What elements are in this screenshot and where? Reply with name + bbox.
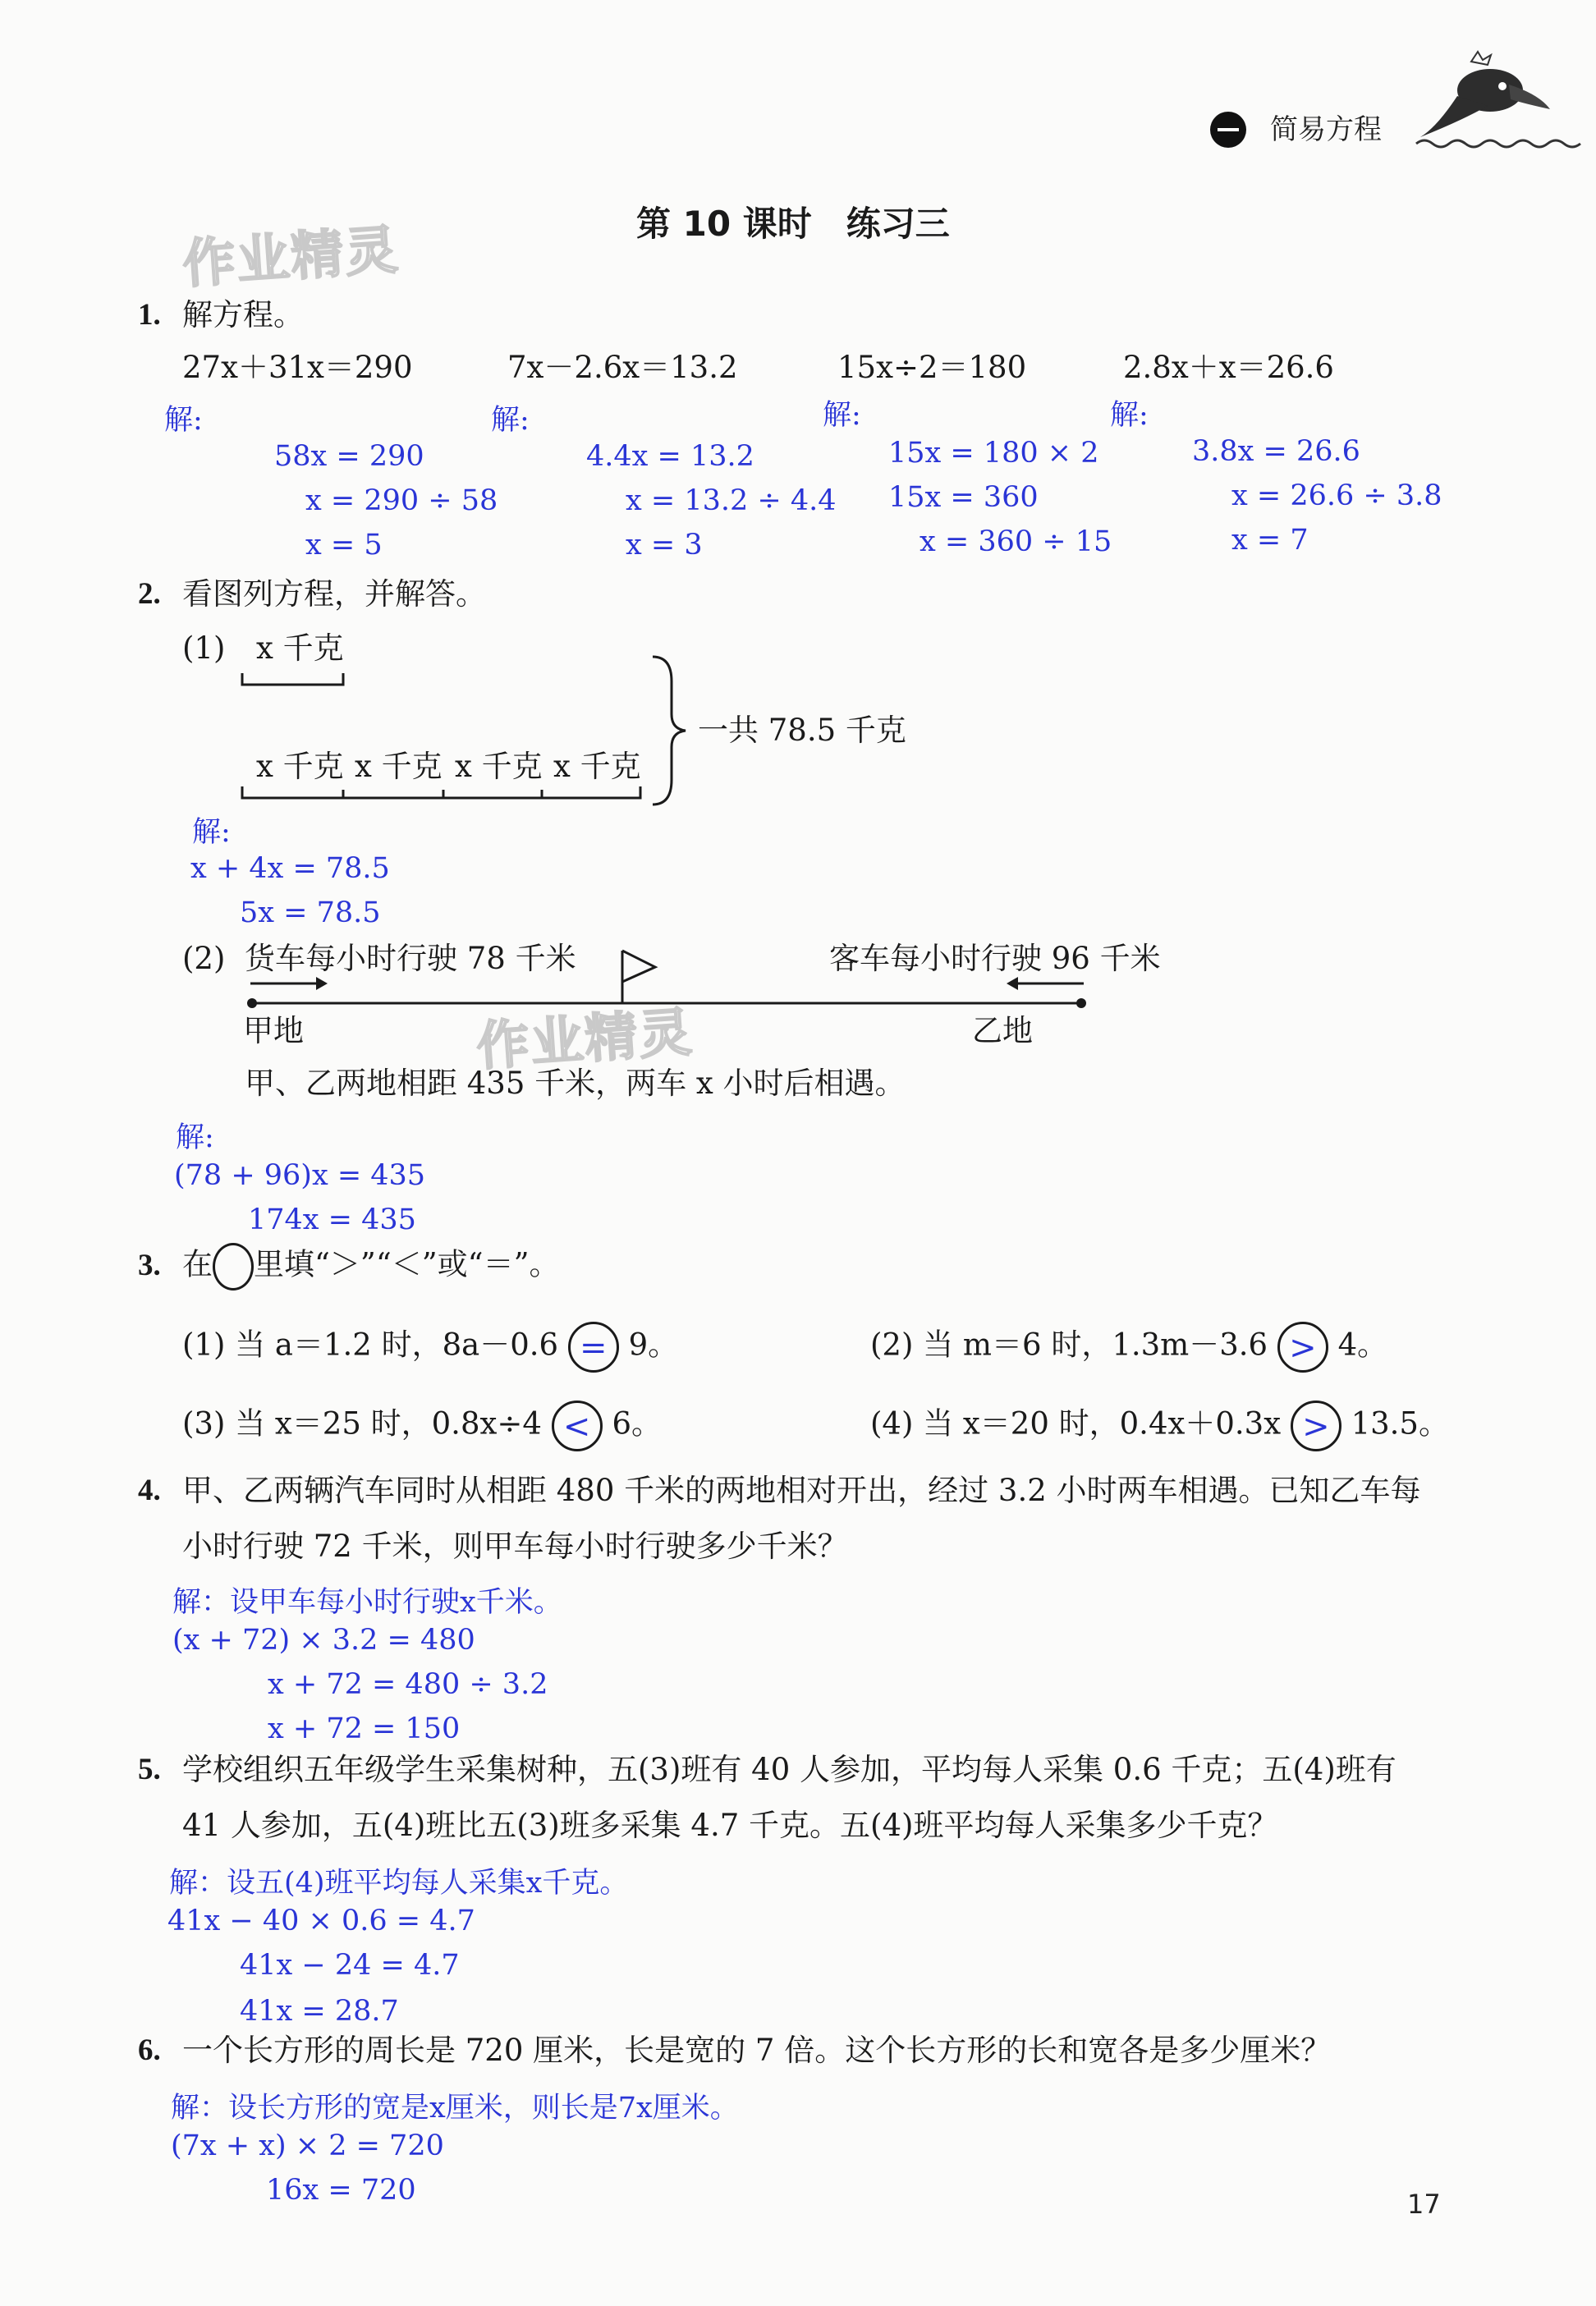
q3-prompt-post: 里填“＞”“＜”或“＝”。 bbox=[254, 1246, 560, 1282]
q5-answer-line: 41x = 28.7 bbox=[240, 1995, 399, 2028]
q2-p2-answer-line: (78 + 96)x = 435 bbox=[174, 1159, 426, 1192]
q2-p1-top-segment-label: x 千克 bbox=[256, 630, 344, 666]
q2-p1-answer-line: 5x = 78.5 bbox=[240, 896, 381, 929]
bird-illustration bbox=[1412, 45, 1589, 148]
q3-item bbox=[182, 1401, 662, 1451]
q6-answer-line: 16x = 720 bbox=[266, 2174, 416, 2207]
q4-text-line: 小时行驶 72 千米，则甲车每小时行驶多少千米？ bbox=[182, 1529, 848, 1564]
q1-solution-line: x = 360 ÷ 15 bbox=[920, 525, 1112, 558]
q2-p1-answer-line: x + 4x = 78.5 bbox=[190, 852, 390, 885]
q1-equation: 2.8x＋x＝26.6 bbox=[1123, 350, 1334, 385]
q2-p1-label: (1) bbox=[182, 630, 226, 666]
q1-solution-line: x = 3 bbox=[626, 529, 703, 562]
page-number: 17 bbox=[1407, 2189, 1441, 2220]
q3-prompt-pre: 在 bbox=[182, 1246, 213, 1282]
q1-solution-line: x = 290 ÷ 58 bbox=[305, 484, 498, 517]
q3-item-tail: 9。 bbox=[628, 1327, 679, 1363]
q2-p1-total-label: 一共 78.5 千克 bbox=[698, 713, 906, 748]
answer-symbol: = bbox=[580, 1329, 608, 1367]
q4-answer-line: x + 72 = 150 bbox=[268, 1712, 461, 1745]
q1-solution-line: x = 5 bbox=[305, 529, 383, 562]
q3-item-text: (4) 当 x＝20 时，0.4x＋0.3x bbox=[870, 1405, 1282, 1442]
q2-p2-left-speed: 货车每小时行驶 78 千米 bbox=[245, 941, 576, 976]
q2-p1-segment-label: x 千克 bbox=[553, 749, 641, 784]
answer-symbol: < bbox=[562, 1408, 591, 1446]
q4-answer-area bbox=[164, 1579, 821, 1745]
q4-text-line: 甲、乙两辆汽车同时从相距 480 千米的两地相对开出，经过 3.2 小时两车相遇。已知乙车每 bbox=[182, 1473, 1421, 1508]
q1-solution-line: x = 13.2 ÷ 4.4 bbox=[626, 484, 837, 517]
q2-prompt: 看图列方程，并解答。 bbox=[182, 576, 486, 612]
q2-p2-answer-line: 174x = 435 bbox=[248, 1203, 416, 1236]
q1-solution-line: x = 26.6 ÷ 3.8 bbox=[1231, 479, 1442, 512]
q4-number: 4. bbox=[138, 1474, 161, 1507]
q1-solution-label: 解: bbox=[1110, 399, 1149, 432]
q3-number: 3. bbox=[138, 1249, 161, 1282]
q4-answer-line: (x + 72) × 3.2 = 480 bbox=[172, 1624, 475, 1657]
q4-answer-line: 解：设甲车每小时行驶x千米。 bbox=[172, 1586, 562, 1619]
q1-equation: 7x－2.6x＝13.2 bbox=[507, 350, 738, 385]
q2-p1-answer-area bbox=[181, 849, 591, 929]
page-title: 第 10 课时 练习三 bbox=[636, 204, 950, 244]
q2-p2-answer-label: 解: bbox=[176, 1121, 214, 1154]
header-bullet bbox=[1210, 112, 1246, 148]
q1-solution-label: 解: bbox=[823, 399, 861, 432]
answer-circle bbox=[568, 1322, 619, 1373]
q1-solution-label: 解: bbox=[164, 404, 203, 437]
answer-circle bbox=[1291, 1401, 1341, 1451]
q3-item-tail: 13.5。 bbox=[1351, 1405, 1449, 1442]
q1-solution-label: 解: bbox=[491, 404, 530, 437]
q3-item-text: (1) 当 a＝1.2 时，8a－0.6 bbox=[182, 1327, 559, 1363]
q6-answer-line: (7x + x) × 2 = 720 bbox=[171, 2129, 444, 2162]
q1-solution-line: 3.8x = 26.6 bbox=[1192, 435, 1360, 468]
q1-solution-line: x = 7 bbox=[1231, 524, 1309, 557]
q5-number: 5. bbox=[138, 1753, 161, 1786]
q4-answer-line: x + 72 = 480 ÷ 3.2 bbox=[268, 1668, 548, 1701]
q6-answer-line: 解：设长方形的宽是x厘米，则长是7x厘米。 bbox=[171, 2092, 739, 2125]
q3-item bbox=[870, 1322, 1387, 1373]
q2-number: 2. bbox=[138, 577, 161, 611]
q3-item bbox=[182, 1322, 678, 1373]
answer-symbol: > bbox=[1302, 1408, 1330, 1446]
q6-number: 6. bbox=[138, 2033, 161, 2067]
q6-answer-area bbox=[163, 2085, 819, 2207]
q1-solution-line: 58x = 290 bbox=[274, 440, 424, 473]
q2-p2-answer-area bbox=[164, 1156, 624, 1236]
q3-item-tail: 4。 bbox=[1337, 1327, 1388, 1363]
q3-item-text: (2) 当 m＝6 时，1.3m－3.6 bbox=[870, 1327, 1268, 1363]
q5-text-line: 41 人参加，五(4)班比五(3)班多采集 4.7 千克。五(4)班平均每人采集多少千克？ bbox=[182, 1808, 1278, 1843]
q2-p1-diagram bbox=[238, 649, 698, 813]
q1-equation: 15x÷2＝180 bbox=[837, 350, 1027, 385]
q2-p2-label: (2) bbox=[182, 941, 226, 976]
q2-p1-segment-label: x 千克 bbox=[256, 749, 344, 784]
q5-answer-line: 41x − 24 = 4.7 bbox=[240, 1949, 460, 1982]
q2-p1-segment-label: x 千克 bbox=[455, 749, 543, 784]
answer-circle bbox=[552, 1401, 603, 1451]
q2-p2-statement: 甲、乙两地相距 435 千米，两车 x 小时后相遇。 bbox=[245, 1066, 906, 1101]
q5-answer-line: 解：设五(4)班平均每人采集x千克。 bbox=[169, 1867, 629, 1900]
q5-answer-line: 41x − 40 × 0.6 = 4.7 bbox=[167, 1905, 475, 1937]
watermark-top: 作业精灵 bbox=[181, 219, 401, 296]
q3-item bbox=[870, 1401, 1449, 1451]
answer-symbol: > bbox=[1289, 1329, 1317, 1367]
q6-text-line: 一个长方形的周长是 720 厘米，长是宽的 7 倍。这个长方形的长和宽各是多少厘米？ bbox=[182, 2033, 1332, 2068]
q1-prompt: 解方程。 bbox=[182, 297, 304, 332]
watermark-middle: 作业精灵 bbox=[475, 1002, 695, 1079]
q1-number: 1. bbox=[138, 298, 161, 332]
q3-prompt bbox=[182, 1243, 560, 1291]
q3-item-tail: 6。 bbox=[612, 1405, 662, 1442]
q5-text-line: 学校组织五年级学生采集树种，五(3)班有 40 人参加，平均每人采集 0.6 千克；五(4)班有 bbox=[182, 1752, 1396, 1787]
q1-solution-line: 15x = 180 × 2 bbox=[888, 437, 1099, 470]
q1-equation: 27x＋31x＝290 bbox=[182, 350, 413, 385]
q2-p2-right-place: 乙地 bbox=[972, 1013, 1033, 1048]
q3-item-text: (3) 当 x＝25 时，0.8x÷4 bbox=[182, 1405, 542, 1442]
q1-solution-line: 4.4x = 13.2 bbox=[586, 440, 754, 473]
q2-p2-left-place: 甲地 bbox=[243, 1013, 304, 1048]
empty-circle-icon bbox=[213, 1243, 254, 1291]
q2-p1-segment-label: x 千克 bbox=[355, 749, 443, 784]
answer-circle bbox=[1277, 1322, 1328, 1373]
q5-answer-area bbox=[161, 1860, 818, 2028]
q2-p2-right-speed: 客车每小时行驶 96 千米 bbox=[829, 941, 1161, 976]
q1-solution-line: 15x = 360 bbox=[888, 481, 1039, 514]
section-label: 简易方程 bbox=[1270, 113, 1382, 146]
q2-p1-answer-label: 解: bbox=[192, 816, 231, 849]
